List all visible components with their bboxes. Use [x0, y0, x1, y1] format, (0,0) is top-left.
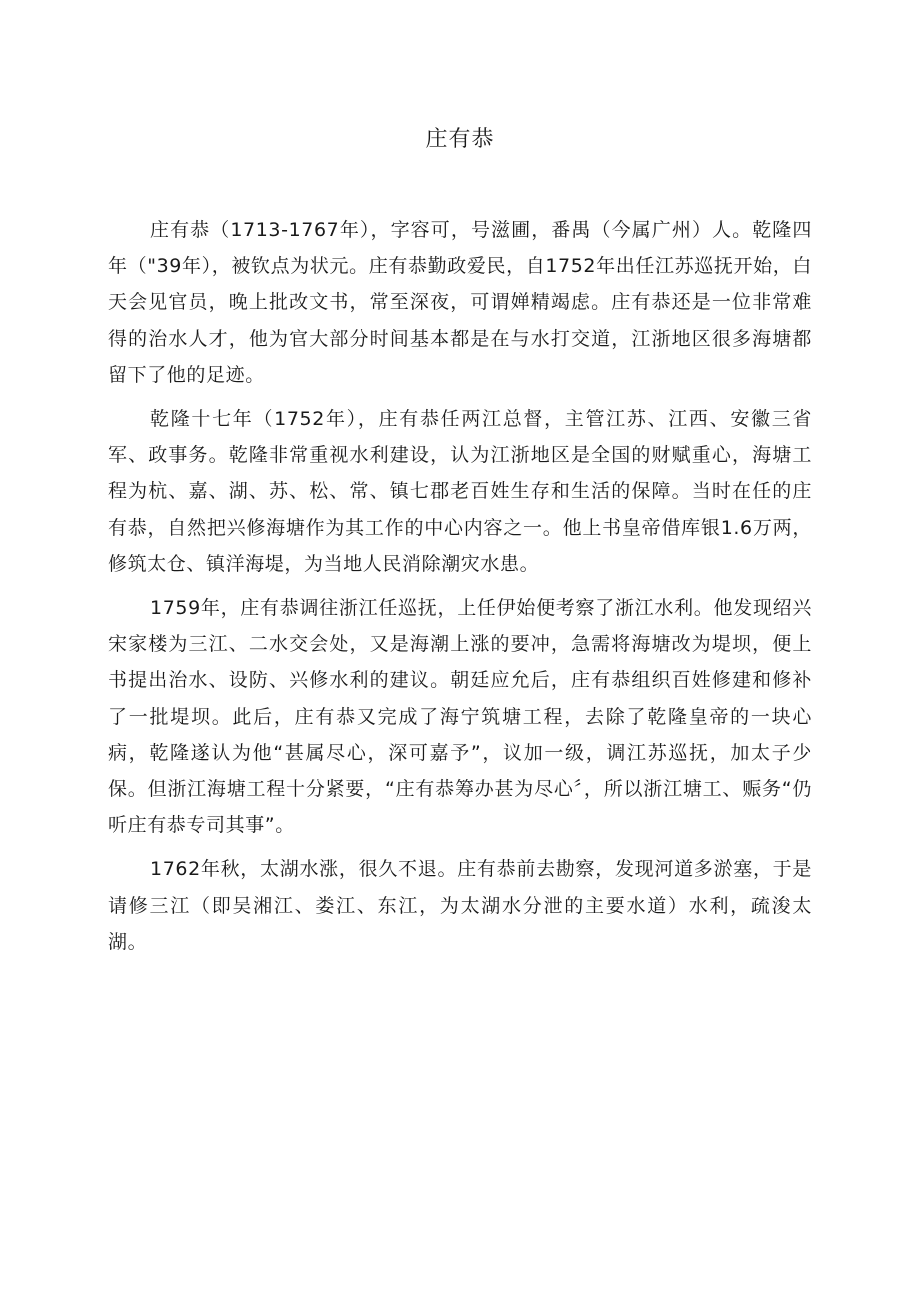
document-body	[108, 212, 812, 968]
paragraph-2: 乾隆十七年（1752年），庄有恭任两江总督，主管江苏、江西、安徽三省军、政事务。乾隆非常重视水利建设，认为江浙地区是全国的财赋重心，海塘工程为杭、嘉、湖、苏、松、常、镇七郡老百姓生存和生活的保障。当时在任的庄有恭，自然把兴修海塘作为其工作的中心内容之一。他上书皇帝借库银1.6万两，修筑太仓、镇洋海堤，为当地人民消除潮灾水患。	[108, 408, 812, 575]
paragraph-4: 1762年秋，太湖水涨，很久不退。庄有恭前去勘察，发现河道多淤塞，于是请修三江（即吴湘江、娄江、东江，为太湖水分泄的主要水道）水利，疏浚太湖。	[108, 858, 812, 953]
paragraph-3: 1759年，庄有恭调往浙江任巡抚，上任伊始便考察了浙江水利。他发现绍兴宋家楼为三江、二水交会处，又是海潮上涨的要冲，急需将海塘改为堤坝，便上书提出治水、设防、兴修水利的建议。朝廷应允后，庄有恭组织百姓修建和修补了一批堤坝。此后，庄有恭又完成了海宁筑塘工程，去除了乾隆皇帝的一块心病，乾隆遂认为他“甚属尽心，深可嘉予”，议加一级，调江苏巡抚，加太子少保。但浙江海塘工程十分紧要，“庄有恭筹办甚为尽心〞，所以浙江塘工、赈务“仍听庄有恭专司其事”。	[108, 597, 812, 837]
document-title: 庄有恭	[425, 127, 495, 152]
paragraph-1: 庄有恭（1713-1767年），字容可，号滋圃，番禺（今属广州）人。乾隆四年（"39年），被钦点为状元。庄有恭勤政爱民，自1752年出任江苏巡抚开始，白天会见官员，晚上批改文书，常至深夜，可谓婵精竭虑。庄有恭还是一位非常难得的治水人才，他为官大部分时间基本都是在与水打交道，江浙地区很多海塘都留下了他的足迹。	[108, 219, 812, 386]
